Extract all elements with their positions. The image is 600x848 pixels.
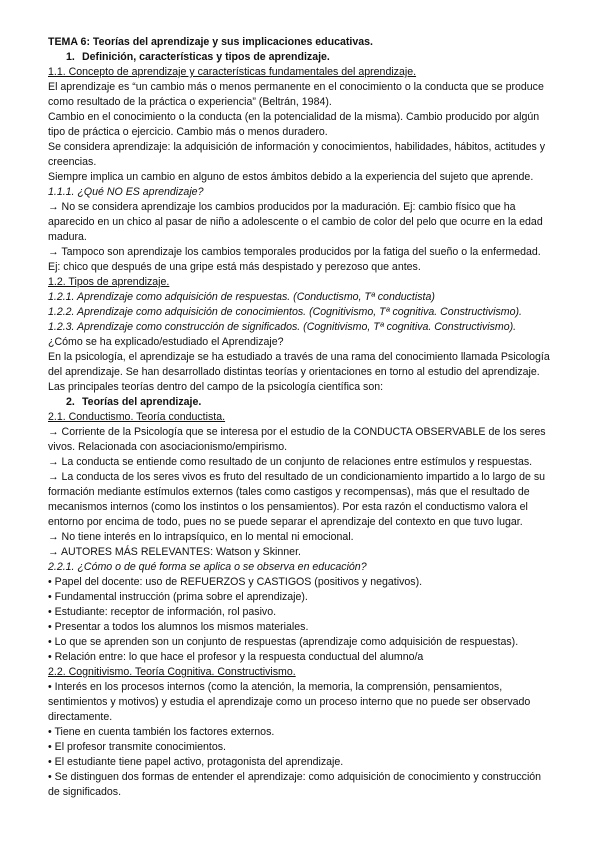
section-1-title: Definición, características y tipos de aprendizaje.	[82, 51, 330, 63]
paragraph-change: Cambio en el conocimiento o la conducta (en la potencialidad de la misma). Cambio producido por algún tipo de práctica o ejercicio. Cambio más o menos duradero.	[48, 111, 540, 138]
subsection-1-2-3: 1.2.3. Aprendizaje como construcción de significados. (Cognitivismo, Tª cognitiva. Constructivismo).	[48, 321, 517, 333]
paragraph-conditioning: → La conducta de los seres vivos es fruto del resultado de un condicionamiento impartido a lo largo de su formación mediante estímulos externos (tales como castigos y recompensas), más que el resultado de mecanismos internos (como los instintos o los pensamientos). Por esta razón el conductismo valora el entorno por encima de todo, pues no se puede separar el aprendizaje del contexto en que tuvo lugar.	[48, 471, 546, 528]
paragraph-implies: Siempre implica un cambio en alguno de estos ámbitos debido a la experiencia del sujeto que aprende.	[48, 171, 534, 183]
list-item: • Papel del docente: uso de REFUERZOS y CASTIGOS (positivos y negativos).	[48, 576, 423, 588]
paragraph-psychology: En la psicología, el aprendizaje se ha estudiado a través de una rama del conocimiento llamada Psicología del aprendizaje. Se han desarrollado distintas teorías y orientaciones en torno al estudio del aprendizaje. Las principales teorías dentro del campo de la psicología científica son:	[48, 351, 550, 393]
paragraph-temporary: → Tampoco son aprendizaje los cambios temporales producidos por la fatiga del sueño o la enfermedad. Ej: chico que después de una gripe está más despistado y perezoso que antes.	[48, 246, 541, 273]
section-1-number: 1.	[66, 51, 75, 63]
subsection-2-2: 2.2. Cognitivismo. Teoría Cognitiva. Constructivismo.	[48, 666, 296, 678]
subsection-1-1: 1.1. Concepto de aprendizaje y características fundamentales del aprendizaje.	[48, 66, 417, 78]
list-item: • Se distinguen dos formas de entender el aprendizaje: como adquisición de conocimiento y construcción de significados.	[48, 771, 542, 798]
section-2-heading	[48, 395, 552, 410]
subsection-1-2-2: 1.2.2. Aprendizaje como adquisición de conocimientos. (Cognitivismo, Tª cognitiva. Constructivismo).	[48, 306, 522, 318]
list-item: • Lo que se aprenden son un conjunto de respuestas (aprendizaje como adquisición de respuestas).	[48, 636, 519, 648]
paragraph-no-interest: → No tiene interés en lo intrapsíquico, en lo mental ni emocional.	[48, 531, 354, 543]
subsection-1-2: 1.2. Tipos de aprendizaje.	[48, 276, 170, 288]
list-item: • Fundamental instrucción (prima sobre el aprendizaje).	[48, 591, 308, 603]
document-title: TEMA 6: Teorías del aprendizaje y sus implicaciones educativas.	[48, 36, 373, 48]
subsection-2-2-1: 2.2.1. ¿Cómo o de qué forma se aplica o se observa en educación?	[48, 561, 367, 573]
subsection-2-1: 2.1. Conductismo. Teoría conductista.	[48, 411, 226, 423]
paragraph-maturation: → No se considera aprendizaje los cambios producidos por la maduración. Ej: cambio físico que ha aparecido en un chico al pasar de niño a adolescente o el cambio de color del pelo que ocurre en la edad madura.	[48, 201, 543, 243]
question-how-studied: ¿Cómo se ha explicado/estudiado el Aprendizaje?	[48, 336, 284, 348]
list-item: • Tiene en cuenta también los factores externos.	[48, 726, 275, 738]
subsection-1-2-1: 1.2.1. Aprendizaje como adquisición de respuestas. (Conductismo, Tª conductista)	[48, 291, 435, 303]
section-2-number: 2.	[66, 396, 75, 408]
section-2-title: Teorías del aprendizaje.	[82, 396, 202, 408]
section-1-heading	[48, 50, 552, 65]
paragraph-definition: El aprendizaje es “un cambio más o menos permanente en el conocimiento o la conducta que se produce como resultado de la práctica o experiencia” (Beltrán, 1984).	[48, 81, 544, 108]
list-item: • Estudiante: receptor de información, rol pasivo.	[48, 606, 277, 618]
paragraph-considered: Se considera aprendizaje: la adquisición de información y conocimientos, habilidades, hábitos, actitudes y creencias.	[48, 141, 546, 168]
list-item: • El profesor transmite conocimientos.	[48, 741, 226, 753]
paragraph-stimulus-response: → La conducta se entiende como resultado de un conjunto de relaciones entre estímulos y respuestas.	[48, 456, 533, 468]
list-item: • El estudiante tiene papel activo, protagonista del aprendizaje.	[48, 756, 344, 768]
list-item: • Relación entre: lo que hace el profesor y la respuesta conductual del alumno/a	[48, 651, 424, 663]
list-item: • Presentar a todos los alumnos los mismos materiales.	[48, 621, 309, 633]
list-item: • Interés en los procesos internos (como la atención, la memoria, la comprensión, pensamientos, sentimientos y motivos) y estudia el aprendizaje como un proceso interno que no puede ser observado directamente.	[48, 681, 531, 723]
subsection-1-1-1: 1.1.1. ¿Qué NO ES aprendizaje?	[48, 186, 204, 198]
paragraph-authors: → AUTORES MÁS RELEVANTES: Watson y Skinner.	[48, 546, 301, 558]
paragraph-behaviorism-current: → Corriente de la Psicología que se interesa por el estudio de la CONDUCTA OBSERVABLE de los seres vivos. Relacionada con asociacionismo/empirismo.	[48, 426, 546, 453]
